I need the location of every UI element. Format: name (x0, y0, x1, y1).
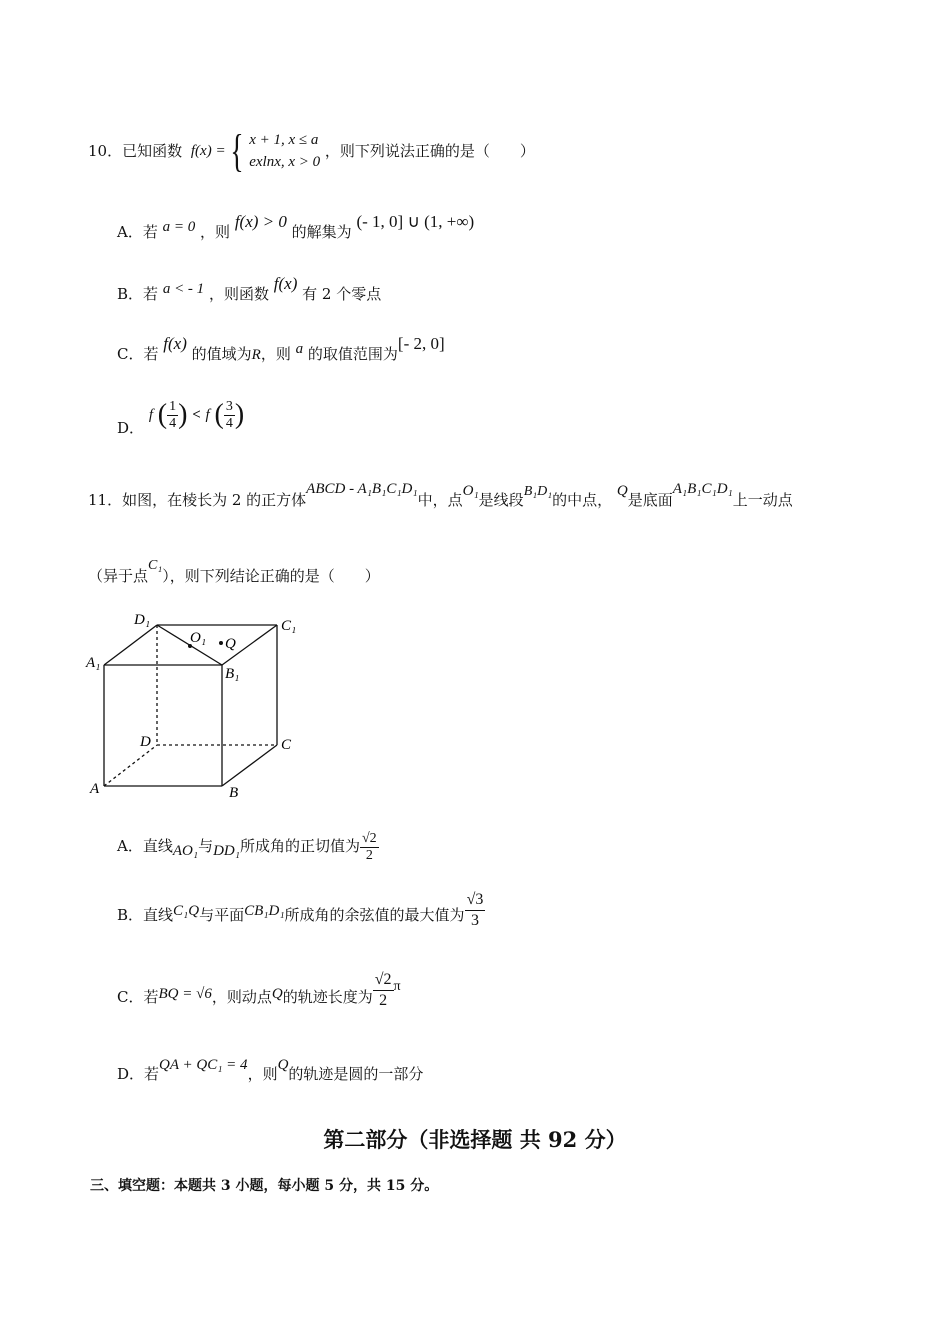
q11-option-c (117, 972, 401, 1024)
q11-b-tail: 所成角的余弦值的最大值为 (284, 906, 465, 924)
q11-b-frac (465, 890, 486, 931)
q10-c-label: C．若 (117, 345, 159, 363)
label-C: C (281, 737, 292, 753)
q10-d-frac1 (167, 399, 178, 432)
q11-a-mid: 与 (198, 837, 214, 855)
q10-d-rparen1: ) (178, 399, 188, 430)
q10-c-expr: f(x) (163, 334, 187, 353)
edge-BC (222, 745, 277, 786)
q10-c-answer: [- 2, 0] (397, 334, 445, 353)
q10-c-mid1: 的值域为 (191, 345, 252, 363)
part2-title: 第二部分（非选择题 共 92 分） (323, 1127, 627, 1152)
q10-brace: { (230, 125, 245, 176)
q11-B1D1: B₁D₁ (523, 484, 553, 499)
q10-b-expr: f(x) (273, 274, 298, 293)
q10-option-b (117, 274, 382, 305)
q11-stem-line1 (88, 481, 793, 512)
q11-c-pi: π (393, 979, 401, 994)
q11-b-den: 3 (470, 911, 479, 929)
q11-b-mid: 与平面 (199, 906, 245, 924)
label-A1: A₁ (86, 655, 101, 671)
q10-d-frac2 (224, 399, 235, 432)
q10-number-text: 10．已知函数 (88, 142, 183, 160)
q11-c-cond: BQ = √6 (158, 986, 212, 1002)
q11-l1c: 是线段 (478, 491, 524, 509)
q10-a-expr: f(x) > 0 (234, 212, 287, 231)
q10-a-mid1: ，则 (200, 223, 231, 241)
q10-c-mid3: 的取值范围为 (307, 345, 398, 363)
q11-c-frac (373, 970, 394, 1011)
edge-A1D1 (104, 625, 157, 665)
label-A: A (90, 781, 100, 797)
q11-c-den: 2 (379, 991, 388, 1009)
q10-a-label: A．若 (117, 223, 158, 241)
q10-d-f1: f (148, 407, 153, 423)
q10-c-a: a (295, 341, 304, 357)
q11-O1: O₁ (462, 483, 479, 499)
q11-c-num: √2 (373, 970, 394, 991)
label-B: B (229, 785, 239, 801)
q10-b-mid1: ，则函数 (208, 285, 269, 303)
q11-option-b (117, 890, 485, 941)
q10-d-rparen2: ) (234, 399, 245, 430)
q11-C1: C₁ (148, 558, 163, 573)
q11-a-l1: AO₁ (172, 843, 199, 859)
q11-l1d: 的中点， (552, 491, 613, 509)
q11-b-label: B．直线 (117, 906, 174, 924)
q10-a-answer: (- 1, 0] ∪ (1, +∞) (356, 212, 475, 231)
q10-c-R: R (251, 347, 261, 363)
q10-d-lparen1: ( (157, 399, 168, 430)
q11-d-mid: ，则 (247, 1065, 278, 1083)
q11-l1e: 是底面 (627, 491, 673, 509)
q10-cases (249, 129, 320, 173)
q10-b-cond: a < - 1 (162, 281, 205, 297)
section3-instructions: 三、填空题：本题共 3 小题，每小题 5 分，共 15 分。 (90, 1178, 439, 1194)
q11-c-tail: 的轨迹长度为 (282, 988, 373, 1006)
q10-tail: ，则下列说法正确的是（ ） (324, 142, 535, 160)
q10-d-n2: 3 (225, 398, 233, 414)
q11-a-label: A．直线 (117, 837, 173, 855)
q10-b-label: B．若 (117, 285, 159, 303)
q10-d-d1: 4 (169, 415, 177, 431)
q11-l1f: 上一动点 (732, 491, 793, 509)
q11-a-num: √2 (361, 830, 377, 846)
q10-d-d2: 4 (225, 415, 233, 431)
q11-d-cond: QA + QC₁ = 4 (159, 1057, 248, 1073)
label-O1: O₁ (190, 630, 207, 646)
q11-cube: ABCD - A₁B₁C₁D₁ (306, 481, 418, 497)
q11-a-den: 2 (365, 847, 373, 863)
q10-d-n1: 1 (169, 398, 177, 414)
label-C1: C₁ (281, 618, 297, 634)
label-D1: D₁ (134, 612, 151, 628)
q11-a-frac (360, 831, 379, 864)
q11-b-num: √3 (465, 890, 486, 911)
q11-option-a (117, 826, 379, 871)
q11-stem-line2 (88, 558, 380, 588)
q11-l2a: （异于点 (88, 567, 149, 585)
q11-c-Q: Q (271, 986, 283, 1002)
q11-l1b: 中，点 (417, 491, 463, 509)
q10-d-lparen2: ( (214, 399, 224, 430)
q10-option-c (117, 334, 445, 365)
q11-a-l2: DD₁ (213, 843, 240, 859)
q10-stem (88, 125, 535, 176)
label-B1: B₁ (225, 666, 240, 682)
label-Q: Q (225, 636, 236, 652)
q11-c-label: C．若 (117, 988, 159, 1006)
q10-option-a (117, 212, 475, 243)
q11-d-tail: 的轨迹是圆的一部分 (288, 1065, 424, 1083)
q10-case1: x + 1, x ≤ a (249, 132, 319, 148)
q11-b-plane: CB₁D₁ (244, 903, 285, 919)
q11-Q: Q (616, 483, 628, 499)
q11-l1a: 11．如图，在棱长为 2 的正方体 (88, 491, 307, 509)
q10-b-tail: 有 2 个零点 (302, 285, 382, 303)
q10-case2: exlnx, x > 0 (249, 154, 321, 170)
q10-func-lhs: f(x) = (190, 143, 226, 159)
q11-option-d (117, 1057, 424, 1085)
point-Q (219, 641, 223, 645)
q10-a-mid2: 的解集为 (291, 223, 352, 241)
q11-d-Q: Q (277, 1057, 289, 1073)
q10-a-cond: a = 0 (162, 219, 196, 235)
q10-d-lt: < (192, 407, 201, 423)
q10-d-f2: f (205, 407, 210, 423)
q10-d-label: D． (117, 419, 145, 437)
edge-AD-hidden (104, 745, 157, 786)
q10-option-d (117, 392, 244, 450)
q11-a-tail: 所成角的正切值为 (239, 837, 360, 855)
q11-l2b: ），则下列结论正确的是（ ） (162, 567, 380, 585)
cube-figure (82, 605, 312, 805)
label-D: D (140, 734, 151, 750)
q11-c-mid: ，则动点 (211, 988, 272, 1006)
q11-b-l1: C₁Q (173, 903, 200, 919)
q10-c-mid2: ，则 (260, 345, 291, 363)
q11-d-label: D．若 (117, 1065, 160, 1083)
q11-base: A₁B₁C₁D₁ (672, 481, 733, 497)
